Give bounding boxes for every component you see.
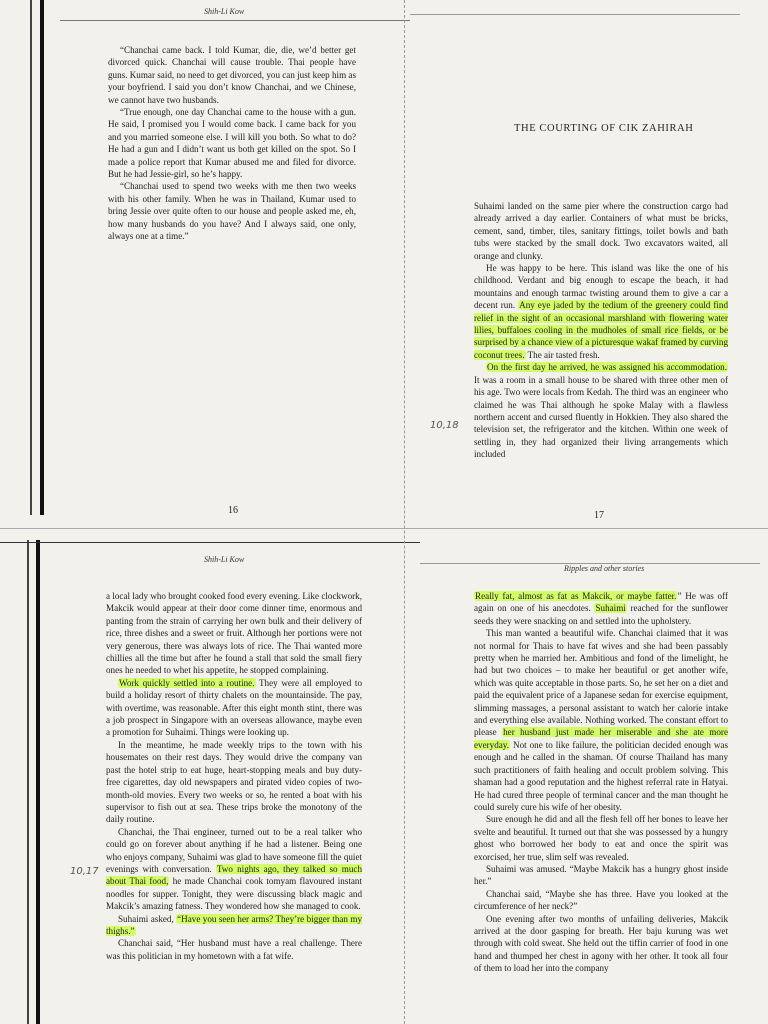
chapter-title: THE COURTING OF CIK ZAHIRAH <box>514 123 694 134</box>
highlight: On the first day he arrived, he was assigned his accommodation. <box>487 362 727 373</box>
paragraph: Suhaimi was amused. “Maybe Makcik has a hungry ghost inside her.” <box>474 863 728 887</box>
page-17-text <box>474 200 728 461</box>
paragraph: Sure enough he did and all the flesh fell off her bones to leave her svelte and beautiful. It turned out that she was possessed by a hungry ghost who borrowed her body to eat and once the spirit was exorcised, her true, slim self was revealed. <box>474 814 728 862</box>
binding-edge-bottom <box>36 540 40 1024</box>
paragraph: “Chanchai came back. I told Kumar, die, die, we’d better get divorced quick. Chanchai will cause trouble. Thai people have guns. Kumar said, no need to get divorced, you can just keep him as your boyfriend. I said you don’t know Chanchai, and we Chinese, we cannot have two husbands. <box>108 45 357 105</box>
highlight: “Have you seen her arms? They’re bigger than my thighs.” <box>106 913 362 936</box>
binding-edge-bottom-inner <box>27 540 29 1024</box>
scan-rule-bottom-left <box>0 542 420 543</box>
handwritten-margin-note: 10,18 <box>430 420 459 431</box>
highlight: Work quickly settled into a routine. <box>119 677 255 688</box>
running-head: Ripples and other stories <box>564 564 645 573</box>
paragraph: Really fat, almost as fat as Makcik, or maybe fatter.” He was off again on one of his anecdotes. Suhaimi reached for the sunflower seeds they were snacking on and settled into the upholstery. <box>474 591 728 626</box>
paragraph: “True enough, one day Chanchai came to the house with a gun. He said, I promised you I would come back. I came back for you and you married someone else. I will kill you both. So what to do? He had a gun and I didn’t want us both get killed on the spot. So I made a police report that Kumar abused me and filed for divorce. But he had Jessie-girl, so he’s happy. <box>108 107 356 180</box>
paragraph: He was happy to be here. This island was like the one of his childhood. Verdant and big enough to escape the beach, it had mountains and enough tarmac twisting around them to give a car a decent run. Any eye jaded by the tedium of the greenery could find relief in the sight of an occasional marshland with flowering water lilies, buffaloes cooling in the mudholes of small rice fields, or be surprised by a chance view of a picturesque wakaf framed by curving coconut trees. The air tasted fresh. <box>474 263 728 360</box>
page-16 <box>108 0 358 525</box>
highlight: Any eye jaded by the tedium of the greenery could find relief in the sight of an occasional marshland with flowering water lilies, buffaloes cooling in the mudholes of small rice fields, or be surprised by a chance view of a picturesque wakaf framed by curving coconut trees. <box>474 300 728 360</box>
paragraph: One evening after two months of unfailing deliveries, Makcik arrived at the door gasping for breath. Her baju kurung was wet through with cold sweat. She held out the tiffin carrier of food in one hand and thumped her chest in agony with her other. It took all four of them to load her into the company <box>474 913 728 974</box>
paragraph: a local lady who brought cooked food every evening. Like clockwork, Makcik would appear at their door come dinner time, enormous and panting from the strain of carrying her own bulk and their delivery of rice, three dishes and a sweet or fruit. Although her portions were not very generous, there was always lots of rice. The Thai wanted more chillies all the time but after he found a stall that sold the small fiery ones he needed to whet his appetite, he stopped complaining. <box>106 591 362 676</box>
paragraph: Chanchai said, “Maybe she has three. Have you looked at the circumference of her neck?” <box>474 888 728 912</box>
paragraph: In the meantime, he made weekly trips to the town with his housemates on their rest days. They would drive the company van past the hotel strip to eat huge, heart-stopping meals and buy duty-free cigarettes, day old newspapers and pirated video copies of two-month-old movies. Every two weeks or so, he rented a boat with his supervisor to fish out at sea. These trips broke the monotony of the daily routine. <box>106 739 362 825</box>
binding-edge-top <box>40 0 44 515</box>
paragraph: On the first day he arrived, he was assigned his accommodation. It was a room in a small house to be shared with three other men of his age. Two were locals from Kedah. The third was an engineer who claimed he was Thai although he spoke Malay with a flawless northern accent and cursed fluently in Hokkien. They also shared the television set, the refrigerator and the kitchen. Within one week of settling in, they had organized their living arrangements which included <box>474 362 728 460</box>
highlight: Really fat, almost as fat as Makcik, or maybe fatter. <box>475 591 677 601</box>
paragraph: Suhaimi landed on the same pier where the construction cargo had already arrived a day earlier. Containers of what must be bricks, cement, sand, timber, tiles, sanitary fittings, toilet bowls and bath tubs were stacked by the small dock. Two excavators waited, all orange and clunky. <box>474 201 728 261</box>
scan-fold-line <box>0 528 768 529</box>
handwritten-margin-note: 10,17 <box>70 866 99 877</box>
page-number: 16 <box>228 505 238 516</box>
paragraph: Suhaimi asked, “Have you seen her arms? They’re bigger than my thighs.” <box>106 913 362 936</box>
running-head: Shih-Li Kow <box>204 7 245 16</box>
page-17 <box>474 0 730 525</box>
highlight: her husband just made her miserable and she ate more everyday. <box>474 727 728 750</box>
page-18 <box>106 548 364 1024</box>
paragraph: Chanchai said, “Her husband must have a real challenge. There was this politician in my hometown with a fat wife. <box>106 938 362 961</box>
paragraph: “Chanchai used to spend two weeks with me then two weeks with his other family. When he was in Thailand, Kumar used to bring Jessie over quite often to our house and people asked me, eh, how many husbands do you have? And I always said, one only, always one at a time.” <box>108 181 356 242</box>
page-19-text <box>474 590 728 975</box>
page-18-text <box>106 590 362 962</box>
gutter-line <box>404 0 405 1024</box>
running-head: Shih-Li Kow <box>204 555 245 564</box>
page-16-text <box>108 44 356 243</box>
page-number: 17 <box>594 510 604 521</box>
binding-edge-top-inner <box>30 0 32 515</box>
highlight: Suhaimi <box>595 603 626 614</box>
paragraph: This man wanted a beautiful wife. Chanchai claimed that it was not normal for Thais to have fat wives and she had been passably pretty when he married her. Ambitious and fond of the limelight, he had but two choices – to make her beautiful or get another wife, which was quite acceptable in those parts. So, he set her on a diet and paid the equivalent price of a Japanese sedan for exercise equipment, slimming massages, a personal assistant to watch her calorie intake and everything else available. Nothing worked. The constant effort to please her husband just made her miserable and she ate more everyday. Not one to like failure, the politician decided enough was enough and he called in the shaman. Of course Thailand has many such practitioners of faith healing and occult problem solving. This shaman had a good reputation and the highest referral rate in Hatyai. He had cured three people of terminal cancer and the man thought he could surely cure his wife of her obesity. <box>474 628 728 812</box>
page-19 <box>474 560 730 1024</box>
paragraph: Work quickly settled into a routine. They were all employed to build a holiday resort of thirty chalets on the mountainside. The pay, with overtime, was reasonable. After this eight month stint, there was a job prospect in Singapore with an overseas allowance, maybe even a promotion for Suhaimi. Things were looking up. <box>106 677 362 738</box>
paragraph: Chanchai, the Thai engineer, turned out to be a real talker who could go on forever about anything if he had a listener. Being one who enjoys company, Suhaimi was glad to have someone fill the quiet evenings with conversation. Two nights ago, they talked so much about Thai food, he made Chanchai cook tomyam flavoured instant noodles for supper. Tonight, they were discussing black magic and Makcik’s amazing fatness. They wondered how she managed to cook. <box>106 826 363 912</box>
highlight: Two nights ago, they talked so much about Thai food, <box>106 863 362 887</box>
